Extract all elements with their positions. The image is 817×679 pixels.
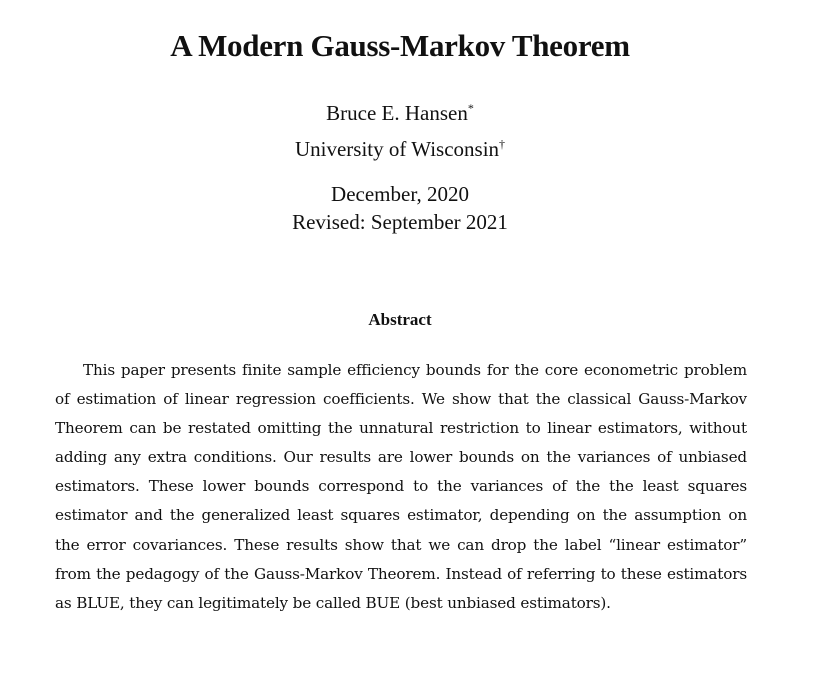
- abstract-heading: Abstract: [368, 310, 432, 329]
- affiliation-footnote-mark: †: [499, 137, 506, 151]
- author-line: [0, 101, 800, 126]
- author-footnote-mark: *: [467, 101, 474, 115]
- affiliation-line: [0, 137, 800, 162]
- paper-title: A Modern Gauss-Markov Theorem: [170, 28, 630, 63]
- author-name: Bruce E. Hansen: [326, 101, 468, 125]
- revised-date: Revised: September 2021: [292, 210, 508, 234]
- date: December, 2020: [331, 182, 469, 206]
- abstract-text: This paper presents finite sample efficiency bounds for the core econometric problem of estimation of linear regression coefficients. We show that the classical Gauss-Markov Theorem can be restated omitting the unnatural restriction to linear estimators, without adding any extra conditions. Our results are lower bounds on the variances of unbiased estimators. These lower bounds correspond to the variances of the the least squares estimator and the generalized least squares estimator, depending on the assumption on the error covariances. These results show that we can drop the label “linear estimator” from the pedagogy of the Gauss-Markov Theorem. Instead of referring to these estimators as BLUE, they can legitimately be called BUE (best unbiased estimators).: [55, 361, 747, 612]
- affiliation: University of Wisconsin: [294, 137, 500, 161]
